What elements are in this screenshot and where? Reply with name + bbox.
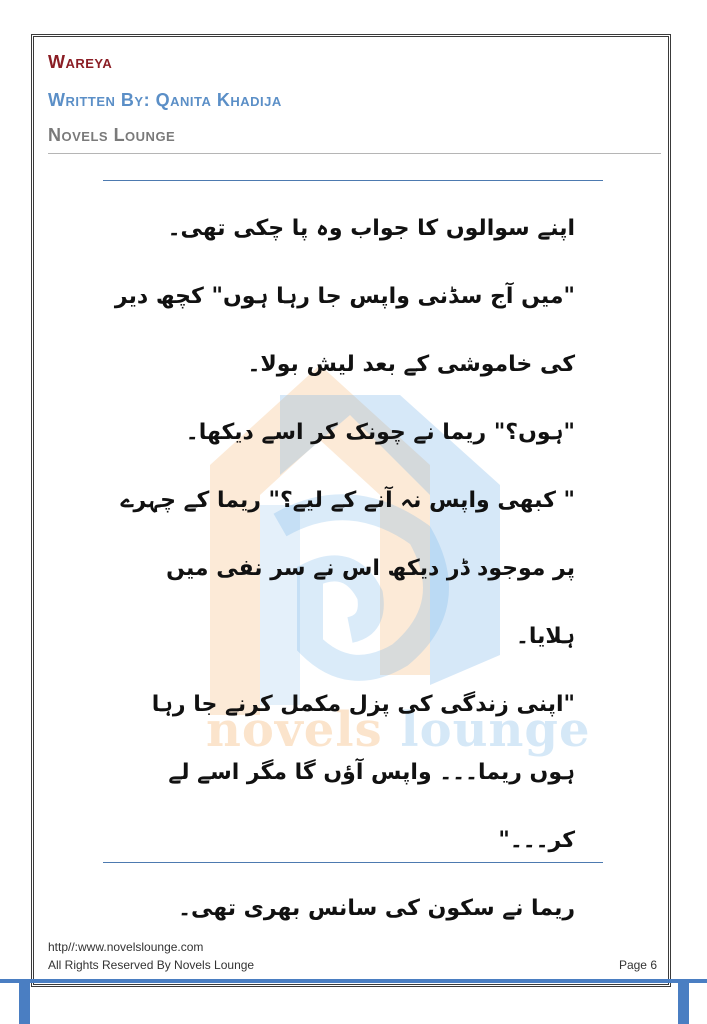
paragraph-6: ریما نے سکون کی سانس بھری تھی۔ <box>178 896 575 921</box>
bottom-accent-bar <box>0 979 707 983</box>
footer-url-link[interactable]: http//:www.novelslounge.com <box>48 940 204 954</box>
story-body <box>100 195 575 943</box>
page-number: Page 6 <box>618 958 657 972</box>
watermark-word-novels: novels <box>206 702 383 758</box>
paragraph-3: "ہوں؟" ریما نے چونک کر اسے دیکھا۔ <box>185 420 575 445</box>
footer-rights: All Rights Reserved By Novels Lounge <box>48 958 255 972</box>
right-accent-tab <box>678 983 689 1024</box>
left-accent-tab <box>19 983 30 1024</box>
watermark-word-lounge: lounge <box>400 702 591 758</box>
paragraph-2: "میں آج سڈنی واپس جا رہا ہوں" کچھ دیر کی خاموشی کے بعد لیش بولا۔ <box>114 284 575 377</box>
bottom-separator <box>103 862 603 863</box>
site-name: Novels Lounge <box>48 125 176 145</box>
paragraph-5: "اپنی زندگی کی پزل مکمل کرنے جا رہا ہوں ریما۔۔۔ واپس آؤں گا مگر اسے لے کر۔۔۔" <box>151 692 575 853</box>
author-line: Written By: Qanita Khadija <box>48 90 282 110</box>
top-separator <box>103 180 603 181</box>
paragraph-1: اپنے سوالوں کا جواب وہ پا چکی تھی۔ <box>167 216 575 241</box>
paragraph-4: " کبھی واپس نہ آنے کے لیے؟" ریما کے چہرے پر موجود ڈر دیکھ اس نے سر نفی میں ہلایا۔ <box>120 488 575 649</box>
header-divider <box>48 153 661 154</box>
novel-title: Wareya <box>48 52 113 72</box>
